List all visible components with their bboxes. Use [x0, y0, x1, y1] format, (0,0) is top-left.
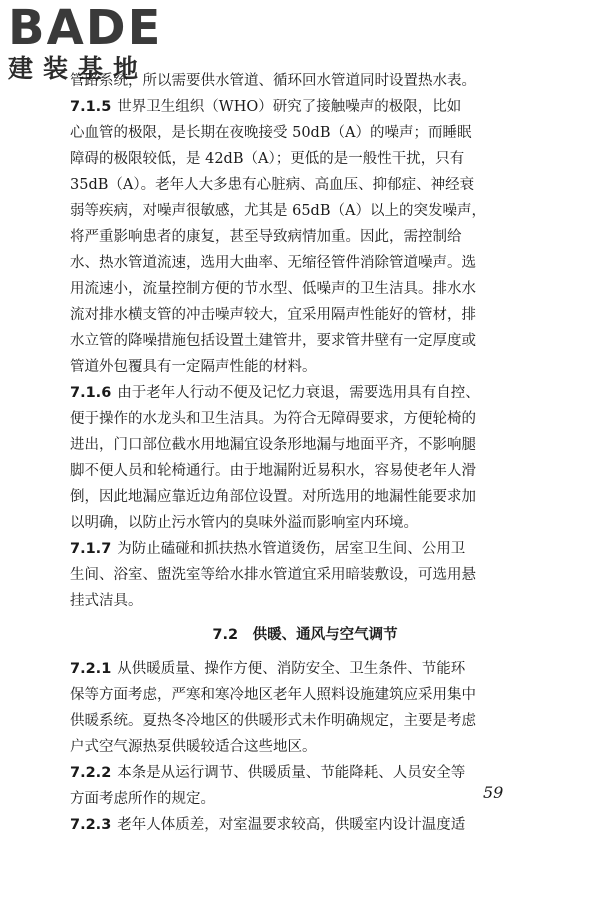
text-line: [70, 734, 540, 760]
document-body: [70, 68, 540, 838]
text-line: [70, 198, 540, 224]
line-text: 用流速小，流量控制方便的节水型、低噪声的卫生洁具。排水水: [70, 281, 476, 297]
intro-line: 管路系统，所以需要供水管道、循环回水管道同时设置热水表。: [70, 73, 476, 89]
line-text: 管道外包覆具有一定隔声性能的材料。: [70, 359, 317, 375]
line-text: 户式空气源热泵供暖较适合这些地区。: [70, 739, 317, 755]
line-text: 水立管的降噪措施包括设置土建管井，要求管井壁有一定厚度或: [70, 333, 476, 349]
text-line: [70, 406, 540, 432]
text-line: [70, 562, 540, 588]
clause-number: 7.1.5: [70, 99, 112, 115]
paragraph: [70, 812, 540, 838]
line-text: 由于老年人行动不便及记忆力衰退，需要选用具有自控、: [117, 385, 480, 401]
text-line: [70, 224, 540, 250]
text-line: [70, 328, 540, 354]
text-line: [70, 380, 540, 406]
text-line: [70, 302, 540, 328]
line-text: 保等方面考虑，严寒和寒冷地区老年人照料设施建筑应采用集中: [70, 687, 476, 703]
clause-number: 7.2.3: [70, 817, 112, 833]
text-line: [70, 510, 540, 536]
line-text: 将严重影响患者的康复，甚至导致病情加重。因此，需控制给: [70, 229, 462, 245]
paragraph-group-7-1: [70, 94, 540, 614]
line-text: 世界卫生组织（WHO）研究了接触噪声的极限，比如: [117, 99, 462, 115]
clause-number: 7.1.7: [70, 541, 112, 557]
clause-number: 7.1.6: [70, 385, 112, 401]
text-line: [70, 812, 540, 838]
line-text: 35dB（A）。老年人大多患有心脏病、高血压、抑郁症、神经衰: [70, 177, 475, 193]
text-line: [70, 458, 540, 484]
text-line: [70, 432, 540, 458]
text-line: [70, 250, 540, 276]
text-line: [70, 786, 540, 812]
line-text: 以明确，以防止污水管内的臭味外溢而影响室内环境。: [70, 515, 418, 531]
paragraph: [70, 94, 540, 380]
paragraph-group-7-2: [70, 656, 540, 838]
line-text: 脚不便人员和轮椅通行。由于地漏附近易积水，容易使老年人滑: [70, 463, 476, 479]
paragraph: [70, 656, 540, 760]
line-text: 弱等疾病，对噪声很敏感，尤其是 65dB（A）以上的突发噪声，: [70, 203, 486, 219]
line-text: 心血管的极限，是长期在夜晚接受 50dB（A）的噪声；而睡眠: [70, 125, 472, 141]
line-text: 老年人体质差，对室温要求较高，供暖室内设计温度适: [117, 817, 466, 833]
line-text: 供暖系统。夏热冬冷地区的供暖形式未作明确规定，主要是考虑: [70, 713, 476, 729]
text-line: [70, 354, 540, 380]
logo-wordmark: BADE: [8, 0, 163, 56]
line-text: 便于操作的水龙头和卫生洁具。为符合无障碍要求，方便轮椅的: [70, 411, 476, 427]
section-title: 7.2 供暖、通风与空气调节: [212, 627, 398, 643]
paragraph: [70, 536, 540, 614]
page-number: 59: [483, 783, 504, 802]
line-text: 本条是从运行调节、供暖质量、节能降耗、人员安全等: [117, 765, 466, 781]
text-line: [70, 120, 540, 146]
line-text: 挂式洁具。: [70, 593, 143, 609]
line-text: 流对排水横支管的冲击噪声较大，宜采用隔声性能好的管材，排: [70, 307, 476, 323]
line-text: 倒，因此地漏应靠近边角部位设置。对所选用的地漏性能要求加: [70, 489, 476, 505]
text-line: [70, 536, 540, 562]
line-text: 方面考虑所作的规定。: [70, 791, 215, 807]
line-text: 进出，门口部位截水用地漏宜设条形地漏与地面平齐，不影响腿: [70, 437, 476, 453]
text-line: [70, 172, 540, 198]
paragraph: [70, 380, 540, 536]
line-text: 生间、浴室、盥洗室等给水排水管道宜采用暗装敷设，可选用悬: [70, 567, 476, 583]
text-line: [70, 276, 540, 302]
line-text: 为防止磕碰和抓扶热水管道烫伤，居室卫生间、公用卫: [117, 541, 466, 557]
text-line: [70, 146, 540, 172]
line-text: 水、热水管道流速，选用大曲率、无缩径管件消除管道噪声。选: [70, 255, 476, 271]
text-line: [70, 708, 540, 734]
text-line: [70, 656, 540, 682]
clause-number: 7.2.1: [70, 661, 112, 677]
text-line: [70, 94, 540, 120]
text-line: [70, 760, 540, 786]
paragraph: [70, 760, 540, 812]
logo-subtitle: 建装基地: [8, 54, 149, 83]
clause-number: 7.2.2: [70, 765, 112, 781]
line-text: 障碍的极限较低，是 42dB（A）；更低的是一般性干扰，只有: [70, 151, 465, 167]
line-text: 从供暖质量、操作方便、消防安全、卫生条件、节能环: [117, 661, 466, 677]
text-line: [70, 682, 540, 708]
text-line: [70, 588, 540, 614]
text-line: [70, 484, 540, 510]
